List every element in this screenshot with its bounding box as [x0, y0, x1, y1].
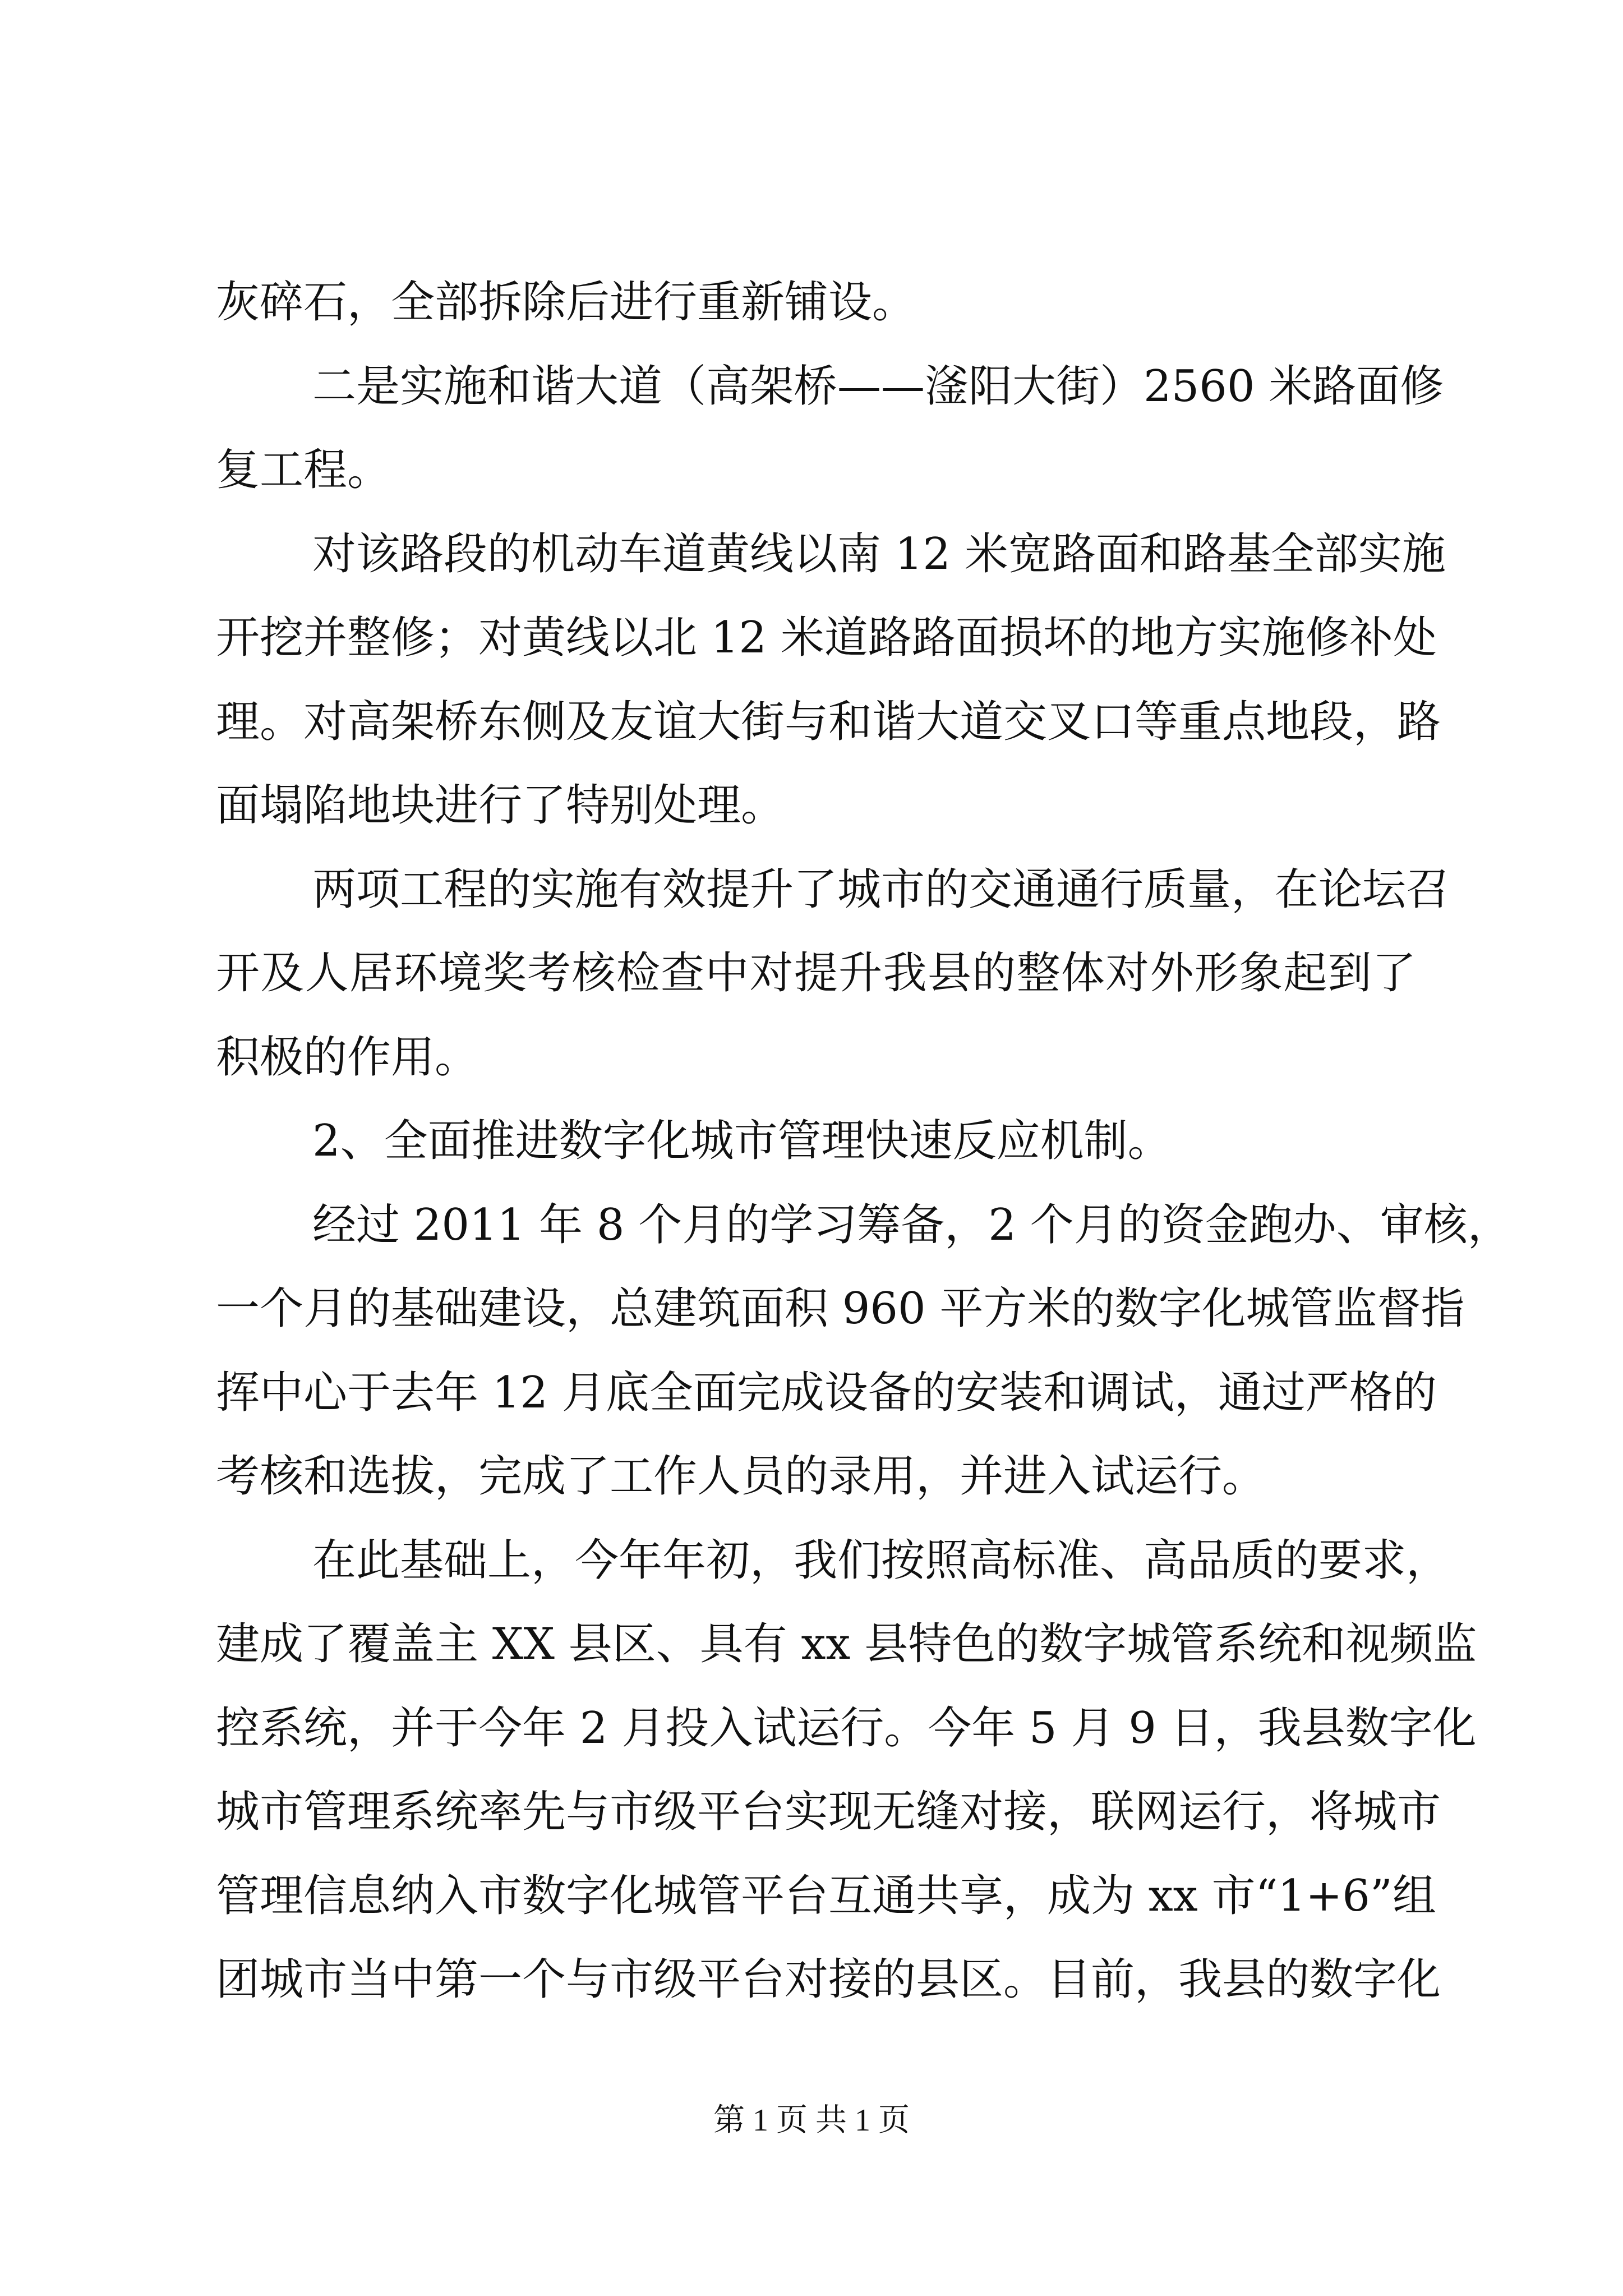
text-line: 两项工程的实施有效提升了城市的交通通行质量，在论坛召 — [312, 864, 1450, 915]
text-line: 二是实施和谐大道（高架桥——滏阳大街）2560 米路面修 — [312, 361, 1444, 412]
text-line: 团城市当中第一个与市级平台对接的县区。目前，我县的数字化 — [216, 1954, 1441, 2005]
text-line: 在此基础上，今年年初，我们按照高标准、高品质的要求， — [312, 1535, 1450, 1586]
text-line: 挥中心于去年 12 月底全面完成设备的安装和调试，通过严格的 — [216, 1367, 1437, 1418]
text-line: 控系统，并于今年 2 月投入试运行。今年 5 月 9 日，我县数字化 — [216, 1703, 1477, 1754]
text-line: 面塌陷地块进行了特别处理。 — [216, 780, 785, 831]
text-line: 一个月的基础建设，总建筑面积 960 平方米的数字化城管监督指 — [216, 1283, 1465, 1334]
text-line: 对该路段的机动车道黄线以南 12 米宽路面和路基全部实施 — [312, 528, 1446, 579]
text-line: 考核和选拔，完成了工作人员的录用，并进入试运行。 — [216, 1451, 1266, 1502]
text-line: 灰碎石，全部拆除后进行重新铺设。 — [216, 277, 916, 328]
text-line: 理。对高架桥东侧及友谊大街与和谐大道交叉口等重点地段，路 — [216, 696, 1441, 747]
text-line: 积极的作用。 — [216, 1032, 479, 1083]
document-body — [216, 261, 1511, 2022]
text-line: 经过 2011 年 8 个月的学习筹备，2 个月的资金跑办、审核， — [312, 1199, 1511, 1250]
text-line: 开挖并整修；对黄线以北 12 米道路路面损坏的地方实施修补处 — [216, 613, 1437, 663]
text-line: 建成了覆盖主 XX 县区、具有 xx 县特色的数字城管系统和视频监 — [216, 1619, 1477, 1669]
section-heading: 2、全面推进数字化城市管理快速反应机制。 — [312, 1116, 1172, 1166]
text-line: 城市管理系统率先与市级平台实现无缝对接，联网运行，将城市 — [216, 1787, 1441, 1837]
page-footer: 第 1 页 共 1 页 — [713, 2103, 910, 2138]
text-line: 复工程。 — [216, 445, 391, 495]
text-line: 管理信息纳入市数字化城管平台互通共享，成为 xx 市“1+6”组 — [216, 1870, 1436, 1921]
text-line: 开及人居环境奖考核检查中对提升我县的整体对外形象起到了 — [216, 948, 1416, 999]
